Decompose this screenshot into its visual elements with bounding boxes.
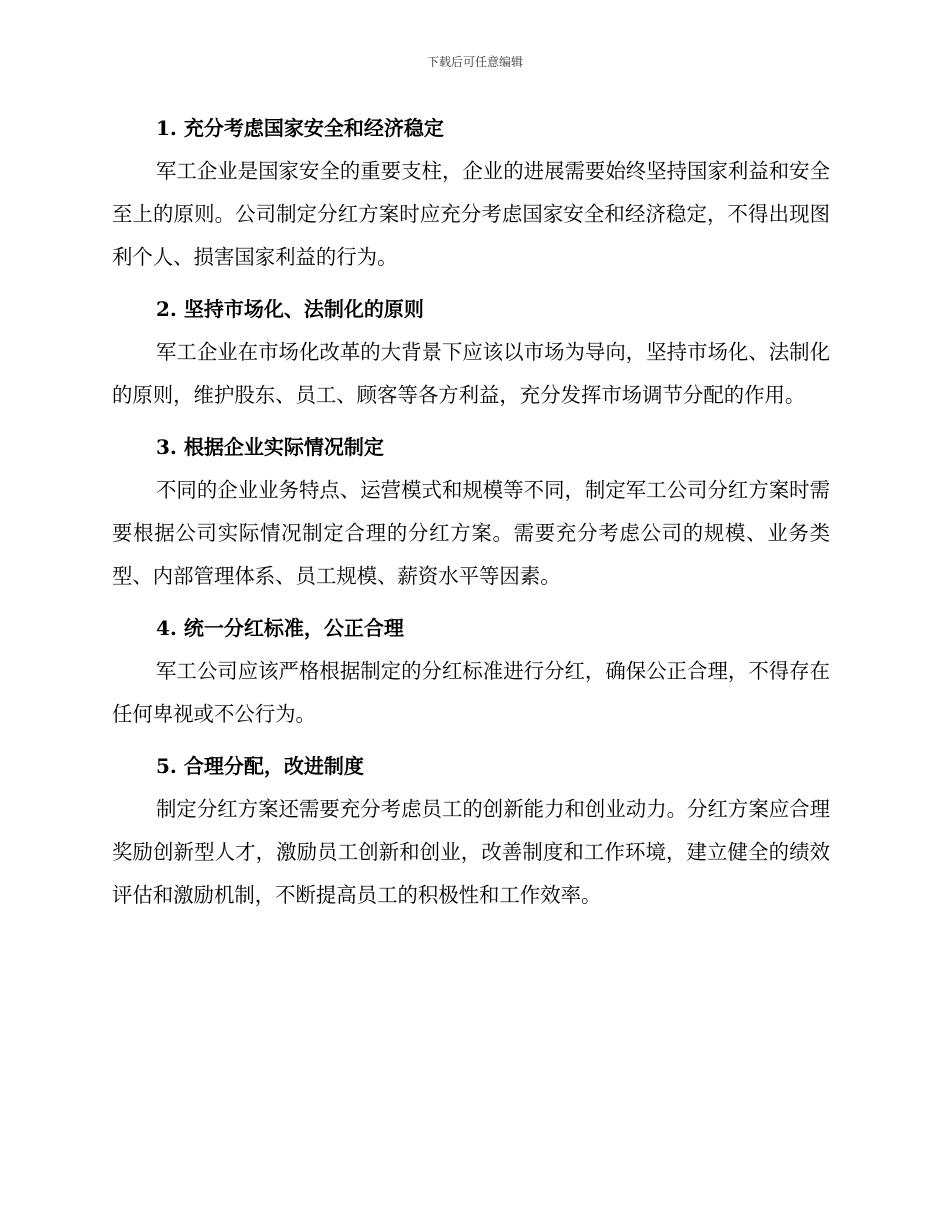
section-3 xyxy=(112,427,830,598)
section-heading: 2. 坚持市场化、法制化的原则 xyxy=(156,297,424,321)
section-paragraph: 军工公司应该严格根据制定的分红标准进行分红，确保公正合理，不得存在任何卑视或不公行为。 xyxy=(112,659,830,726)
section-paragraph: 军工企业是国家安全的重要支柱，企业的进展需要始终坚持国家利益和安全至上的原则。公司制定分红方案时应充分考虑国家安全和经济稳定，不得出现图利个人、损害国家利益的行为。 xyxy=(112,159,830,269)
page-header: 下载后可任意编辑 xyxy=(426,55,523,69)
section-5 xyxy=(112,746,830,917)
section-4 xyxy=(112,608,830,736)
section-paragraph: 制定分红方案还需要充分考虑员工的创新能力和创业动力。分红方案应合理奖励创新型人才，激励员工创新和创业，改善制度和工作环境，建立健全的绩效评估和激励机制，不断提高员工的积极性和工作效率。 xyxy=(112,797,830,907)
section-paragraph: 军工企业在市场化改革的大背景下应该以市场为导向，坚持市场化、法制化的原则，维护股东、员工、顾客等各方利益，充分发挥市场调节分配的作用。 xyxy=(112,340,830,407)
section-heading: 5. 合理分配，改进制度 xyxy=(156,754,364,778)
section-paragraph: 不同的企业业务特点、运营模式和规模等不同，制定军工公司分红方案时需要根据公司实际情况制定合理的分红方案。需要充分考虑公司的规模、业务类型、内部管理体系、员工规模、薪资水平等因素。 xyxy=(112,478,830,588)
section-heading: 3. 根据企业实际情况制定 xyxy=(156,435,384,459)
section-heading: 4. 统一分红标准，公正合理 xyxy=(156,616,404,640)
section-1 xyxy=(112,108,830,279)
document-body xyxy=(112,108,830,927)
section-2 xyxy=(112,289,830,417)
section-heading: 1. 充分考虑国家安全和经济稳定 xyxy=(156,116,444,140)
